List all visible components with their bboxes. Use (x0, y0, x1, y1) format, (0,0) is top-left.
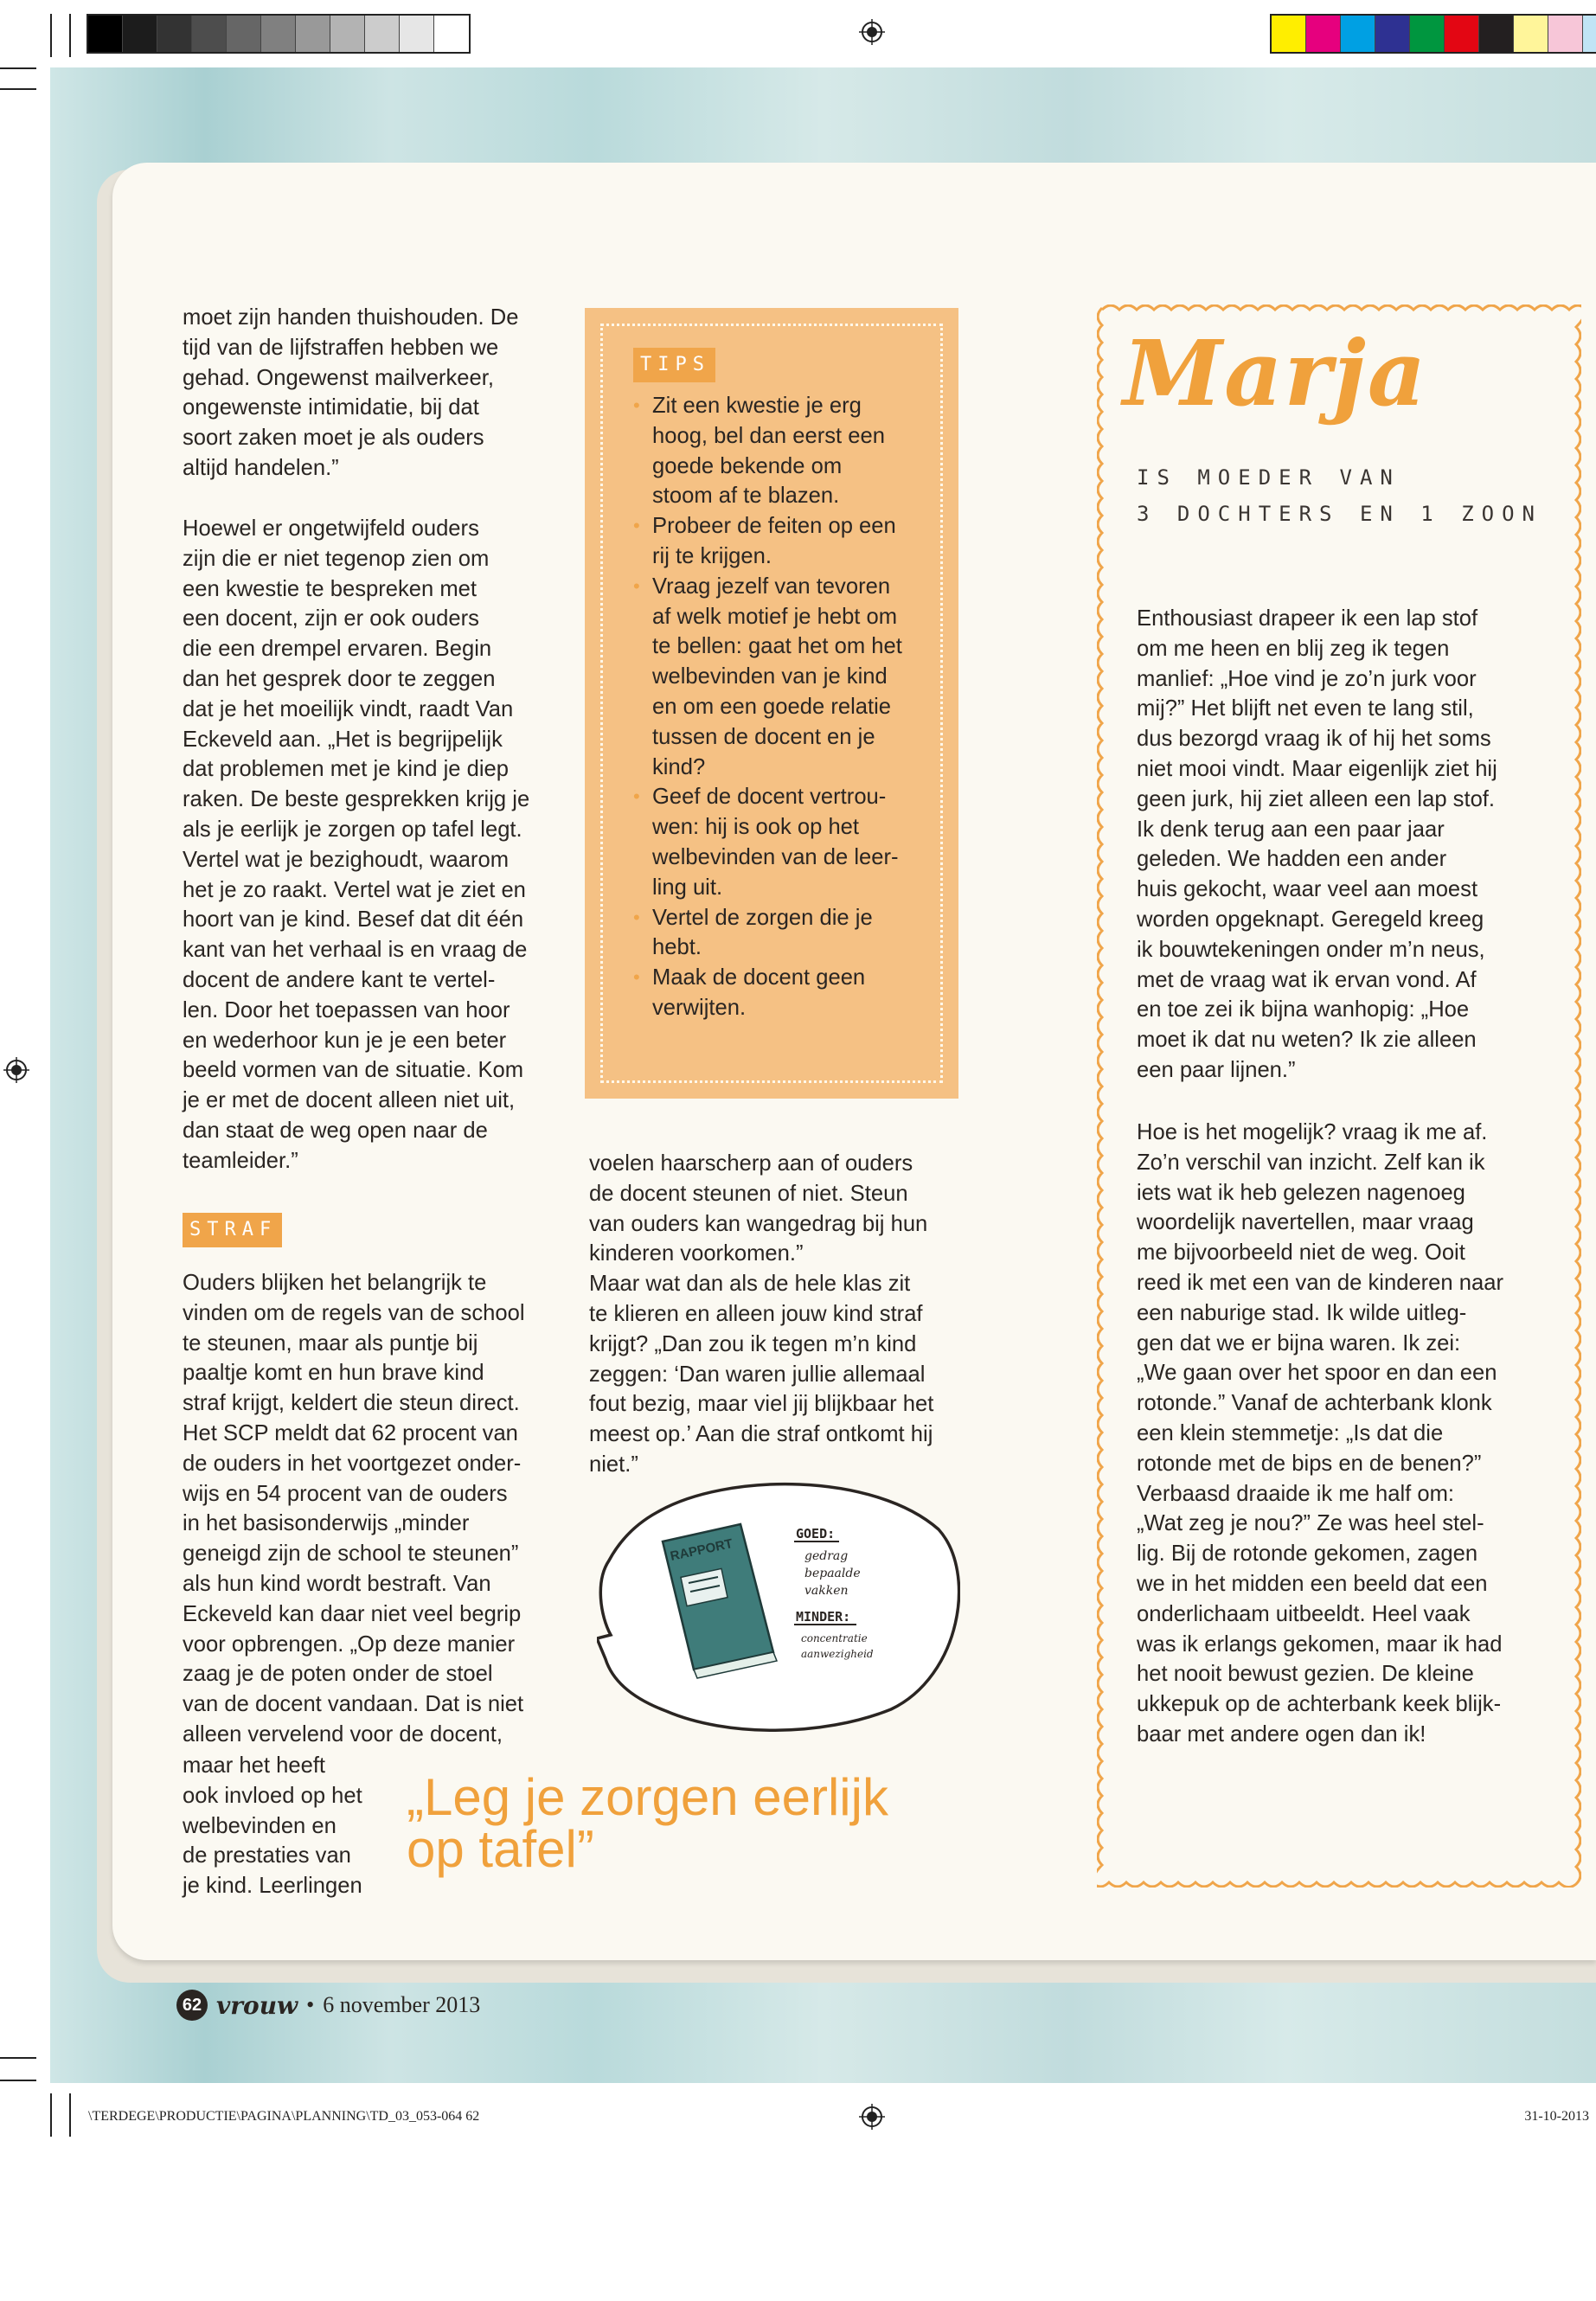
bullet-icon: • (633, 394, 640, 416)
tip-text: Geef de docent vertrou- wen: hij is ook op het welbevinden van de leer- ling uit. (652, 785, 899, 900)
tip-text: Zit een kwestie je erg hoog, bel dan eerst een goede bekende om stoom af te blazen. (652, 394, 885, 509)
illustration-book-label: RAPPORT (669, 1536, 734, 1564)
tip-item (633, 903, 936, 964)
tip-item (633, 572, 936, 783)
illustration-minder-label: MINDER: (796, 1609, 851, 1625)
gray-swatch (123, 16, 157, 52)
gray-swatch (157, 16, 192, 52)
gray-swatch (227, 16, 261, 52)
issue-date: 6 november 2013 (323, 1992, 481, 2017)
registration-mark-left-icon (3, 1057, 29, 1083)
print-slug-path: \TERDEGE\PRODUCTIE\PAGINA\PLANNING\TD_03_053-064 62 (88, 2109, 480, 2124)
bullet-icon: • (633, 785, 640, 808)
page-number: 62 (176, 1990, 208, 2021)
report-card-illustration (597, 1477, 960, 1737)
illustration-minder-item: aanwezigheid (801, 1648, 874, 1660)
registration-mark-bottom-icon (859, 2104, 885, 2130)
gray-swatch (296, 16, 330, 52)
print-slug-date: 31-10-2013 (1524, 2109, 1589, 2124)
marja-para2: Hoe is het mogelijk? vraag ik me af. Zo’n verschil van inzicht. Zelf kan ik iets wat ik heb gelezen nagenoeg woordelijk navertellen, maar vraag me bijvoorbeeld niet de weg. Ooit reed ik met een van de kinderen naar een naburige stad. Ik wilde uitleg- gen dat we er bijna waren. Ik zei: „We gaan over het spoor en dan een rotonde.” Vanaf de achterbank klonk een klein stemmetje: „Is dat die rotonde met de bips en de benen?” Verbaasd draaide ik me half om: „Wat zeg je nou?” Ze was heel stel- lig. Bij de rotonde gekomen, zagen we in het midden een beeld dat een onderlichaam uitbeeldt. Heel vaak was ik erlangs gekomen, maar ik had het nooit bewust gezien. De kleine ukkepuk op de achterbank keek blijk- baar met andere ogen dan ik! (1137, 1120, 1503, 1747)
column1-para3: Ouders blijken het belangrijk te vinden om de regels van de school te steunen, maar als puntje bij paaltje komt en hun brave kind straf krijgt, keldert die steun direct. Het SCP meldt dat 62 procent van de ouders in het voortgezet onder- wijs en 54 procent van de ouders in het basisonderwijs „minder geneigd zijn de school te steunen” als hun kind wordt bestraft. Van Eckeveld kan daar niet veel begrip voor opbrengen. „Op deze manier zaag je de poten onder de stoel van de docent vandaan. Dat is niet alleen vervelend voor de docent, (183, 1271, 525, 1747)
crop-mark (69, 2093, 71, 2137)
crop-mark (50, 14, 52, 57)
crop-mark (0, 88, 36, 90)
crop-mark (0, 2080, 36, 2081)
color-swatch (1445, 16, 1479, 52)
color-swatch (1514, 16, 1548, 52)
columnist-subtitle-line1: IS MOEDER VAN (1137, 465, 1401, 490)
color-swatch (1548, 16, 1583, 52)
pull-quote: „Leg je zorgen eerlijk op tafel” (407, 1768, 888, 1878)
registration-mark-top-icon (859, 19, 885, 45)
color-swatch (1479, 16, 1514, 52)
tip-item (633, 963, 936, 1023)
columnist-subtitle-line2: 3 DOCHTERS EN 1 ZOON (1137, 502, 1542, 526)
straf-heading: STRAF (183, 1213, 282, 1247)
magazine-brand: vrouw (216, 1990, 298, 2020)
gray-swatch (330, 16, 365, 52)
crop-mark (69, 14, 71, 57)
tips-heading: TIPS (633, 348, 715, 382)
color-swatch (1272, 16, 1306, 52)
color-swatch (1410, 16, 1445, 52)
column1-intro: moet zijn handen thuishouden. De tijd van de lijfstraffen hebben we gehad. Ongewenst mailverkeer, ongewenste intimidatie, bij dat soort zaken moet je als ouders altijd handelen.” (183, 305, 519, 480)
tip-text: Vraag jezelf van tevoren af welk motief je hebt om te bellen: gaat het om het welbevinden van je kind en om een goede relatie tussen de docent en je kind? (652, 574, 902, 779)
bullet-icon: • (633, 515, 640, 537)
gray-swatch (88, 16, 123, 52)
gray-swatch (192, 16, 227, 52)
column2-text: voelen haarscherp aan of ouders de docent steunen of niet. Steun van ouders kan wangedrag bij hun kinderen voorkomen.” Maar wat dan als de hele klas zit te klieren en alleen jouw kind straf krijgt? „Dan zou ik tegen m’n kind zeggen: ‘Dan waren jullie allemaal fout bezig, maar viel jij blijkbaar het meest op.’ Aan die straf ontkomt hij niet.” (589, 1151, 934, 1477)
gray-swatch (365, 16, 400, 52)
color-swatch (1583, 16, 1596, 52)
color-swatch (1341, 16, 1375, 52)
tip-item (633, 511, 936, 572)
tip-text: Probeer de feiten op een rij te krijgen. (652, 514, 896, 568)
speech-bubble-outline (597, 1484, 959, 1731)
tip-text: Vertel de zorgen die je hebt. (652, 905, 873, 960)
bullet-icon: • (633, 906, 640, 928)
color-swatch (1375, 16, 1410, 52)
crop-mark (50, 2093, 52, 2137)
gray-swatch (400, 16, 434, 52)
marja-para1: Enthousiast drapeer ik een lap stof om me heen en blij zeg ik tegen manlief: „Hoe vind je zo’n jurk voor mij?” Het blijft net even te lang stil, dus bezorgd vraag ik of hij het soms niet mooi vindt. Maar eigenlijk ziet hij geen jurk, hij ziet alleen een lap stof. Ik denk terug aan een paar jaar geleden. We hadden een ander huis gekocht, waar veel aan moest worden opgeknapt. Geregeld kreeg ik bouwtekeningen onder m’n neus, met de vraag wat ik ervan vond. Af en toe zei ik bijna wanhopig: „Hoe moet ik dat nu weten? Ik zie alleen een paar lijnen.” (1137, 606, 1497, 1082)
crop-mark (0, 67, 36, 69)
page-footer (176, 1990, 480, 2021)
tips-box (585, 308, 958, 1099)
tips-list (633, 391, 936, 1023)
bullet-icon: • (633, 574, 640, 597)
columnist-name: Marja (1123, 320, 1428, 426)
illustration-minder-item: concentratie (801, 1632, 868, 1644)
gray-swatch (434, 16, 469, 52)
illustration-goed-item: bepaalde (804, 1567, 861, 1580)
crop-mark (0, 2057, 36, 2059)
illustration-goed-item: vakken (804, 1584, 849, 1598)
gray-swatch (261, 16, 296, 52)
bullet-icon: • (633, 966, 640, 989)
tip-text: Maak de docent geen verwijten. (652, 965, 866, 1020)
color-calibration-bar (1270, 14, 1596, 54)
column1-para3-tail: maar het heeft ook invloed op het welbevinden en de prestaties van je kind. Leerlingen (183, 1753, 362, 1899)
illustration-goed-label: GOED: (796, 1526, 836, 1541)
illustration-goed-item: gedrag (804, 1549, 849, 1563)
column1-para2: Hoewel er ongetwijfeld ouders zijn die er niet tegenop zien om een kwestie te bespreken met een docent, zijn er ook ouders die een drempel ervaren. Begin dan het gesprek door te zeggen dat je het moeilijk vindt, raadt Van Eckeveld aan. „Het is begrijpelijk dat problemen met je kind je diep raken. De beste gesprekken krijg je als je eerlijk je zorgen op tafel legt. Vertel wat je bezighoudt, waarom het je zo raakt. Vertel wat je ziet en hoort van je kind. Besef dat dit één kant van het verhaal is en vraag de docent de andere kant te vertel- len. Door het toepassen van hoor en wederhoor kun je je een beter beeld vormen van de situatie. Kom je er met de docent alleen niet uit, dan staat de weg open naar de teamleider.” (183, 516, 530, 1173)
tip-item (633, 391, 936, 511)
color-swatch (1306, 16, 1341, 52)
grayscale-calibration-bar (87, 14, 471, 54)
tip-item (633, 782, 936, 902)
footer-separator: • (306, 1992, 315, 2017)
